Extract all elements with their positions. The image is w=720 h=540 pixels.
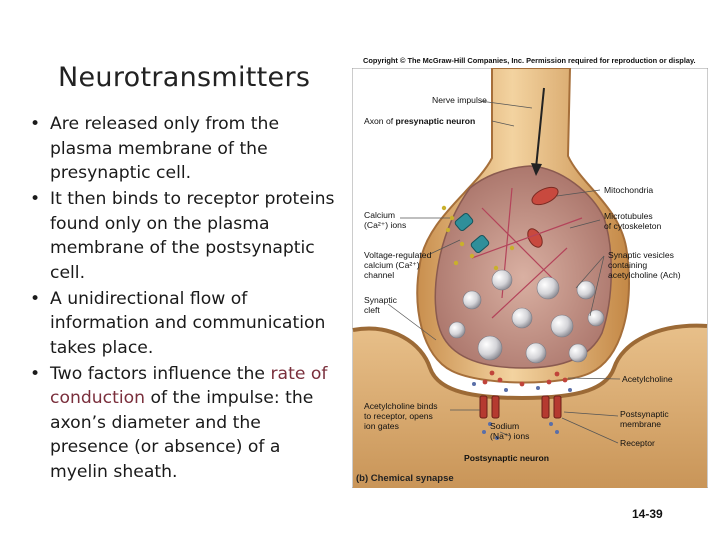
label-mitochondria: Mitochondria xyxy=(604,185,654,195)
label-line: membrane xyxy=(620,419,662,429)
label-postsynaptic-neuron: Postsynaptic neuron xyxy=(464,453,549,463)
label-postsynaptic-membrane xyxy=(620,409,669,429)
label-line: (Ca²⁺) ions xyxy=(364,220,407,230)
bullet-text: It then binds to receptor proteins found only on the plasma membrane of the postsynaptic cell. xyxy=(50,189,335,283)
label-ach-binds xyxy=(364,401,438,431)
label-voltage-channel xyxy=(364,250,431,280)
label-line: containing xyxy=(608,260,648,270)
label-axon-prefix: Axon of xyxy=(364,116,396,126)
label-line: of cytoskeleton xyxy=(604,221,662,231)
label-axon-bold: presynaptic neuron xyxy=(395,116,476,126)
bullet-text: Two factors influence the xyxy=(50,363,271,384)
bullet-dot: • xyxy=(30,288,41,309)
label-line: ion gates xyxy=(364,421,399,431)
label-line: to receptor, opens xyxy=(364,411,433,421)
label-line: Acetylcholine binds xyxy=(364,401,438,411)
bullet-dot: • xyxy=(30,114,41,134)
label-synaptic-cleft xyxy=(364,295,397,315)
label-nerve-impulse: Nerve impulse xyxy=(432,95,487,105)
label-line: (Na⁺) ions xyxy=(490,431,530,441)
copyright-notice: Copyright © The McGraw-Hill Companies, Inc. Permission required for reproduction or display. xyxy=(363,56,696,65)
figure-caption: (b) Chemical synapse xyxy=(356,473,454,484)
label-line: channel xyxy=(364,270,395,280)
label-calcium xyxy=(364,210,406,230)
bullet-item xyxy=(28,287,340,361)
synapse-figure xyxy=(352,68,708,488)
label-receptor: Receptor xyxy=(620,438,655,448)
label-line: Synaptic xyxy=(364,295,397,305)
label-line: Sodium xyxy=(490,421,520,431)
label-line: Synaptic vesicles xyxy=(608,250,674,260)
bullet-item xyxy=(28,112,340,186)
label-line: Voltage-regulated xyxy=(364,250,432,260)
label-line: Microtubules xyxy=(604,211,653,221)
page-number: 14-39 xyxy=(632,507,663,521)
bullet-item xyxy=(28,187,340,285)
bullet-text: of the impulse: the axon’s diameter and the presence (or absence) of a myelin sheath. xyxy=(50,388,314,482)
bullet-dot: • xyxy=(30,189,41,209)
label-line: acetylcholine (Ach) xyxy=(608,270,681,280)
slide-title: Neurotransmitters xyxy=(58,62,311,93)
bullet-text: Are released only from the plasma membrane of the presynaptic cell. xyxy=(50,114,280,183)
bullet-list xyxy=(28,112,340,486)
label-acetylcholine: Acetylcholine xyxy=(622,374,673,384)
label-line: calcium (Ca²⁺) xyxy=(364,260,420,270)
bullet-item xyxy=(28,362,340,485)
bullet-dot: • xyxy=(30,363,41,384)
label-line: Calcium xyxy=(364,210,396,220)
label-line: cleft xyxy=(364,305,380,315)
highlight-text: rate of conduction xyxy=(50,363,328,408)
label-line: Postsynaptic xyxy=(620,409,669,419)
bullet-text: A unidirectional flow of information and communication takes place. xyxy=(50,288,326,358)
label-synaptic-vesicles xyxy=(608,250,681,280)
label-axon xyxy=(364,116,475,126)
label-microtubules xyxy=(604,211,661,231)
label-sodium xyxy=(490,421,529,441)
